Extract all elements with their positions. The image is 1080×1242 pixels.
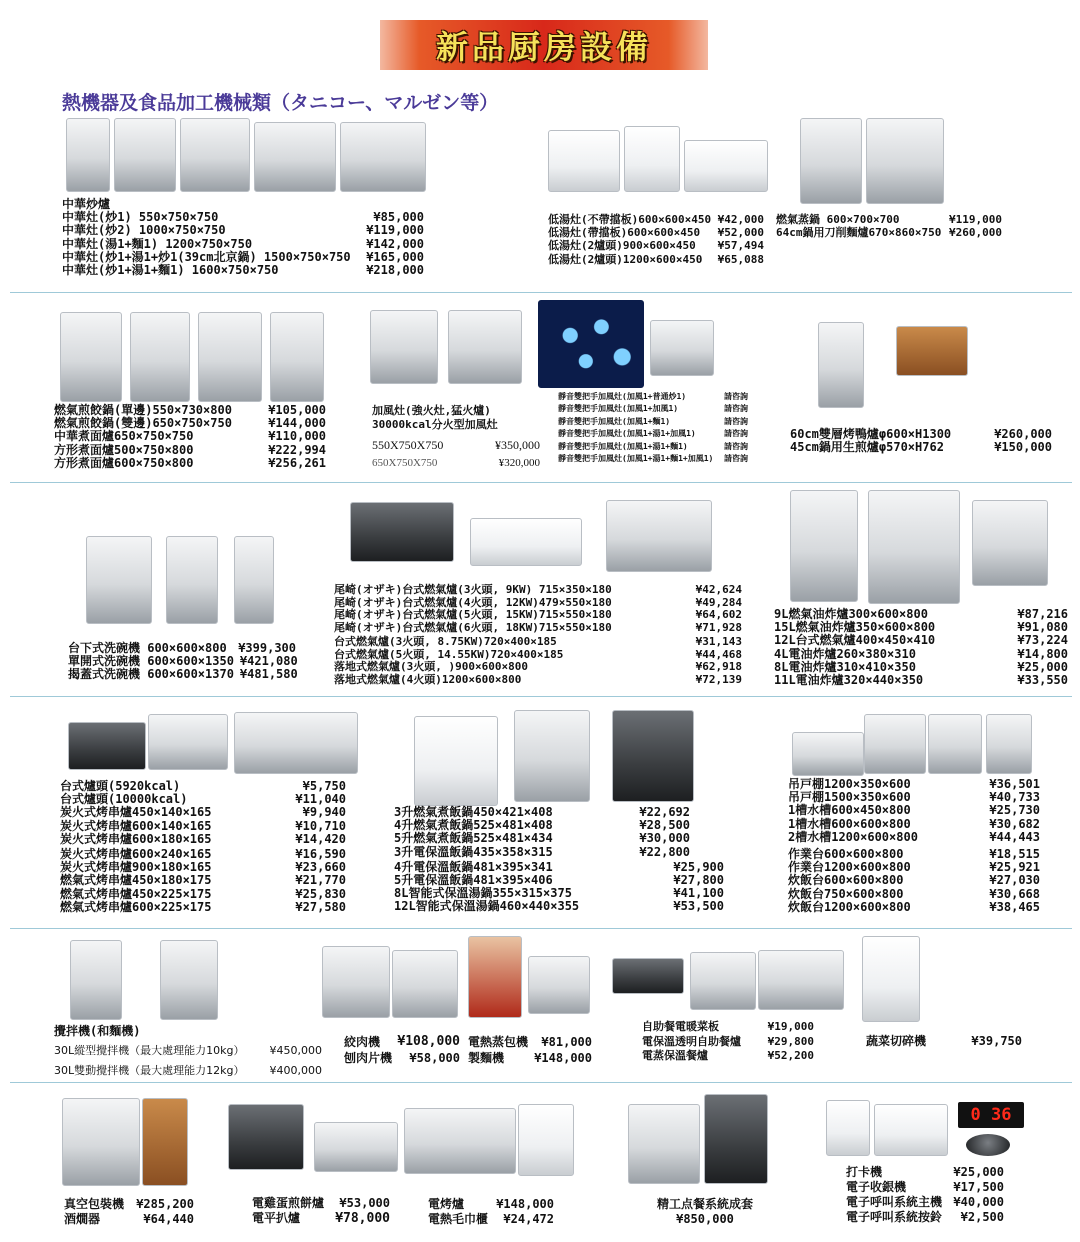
list-item: 1槽水槽600×450×800 ¥25,730	[788, 803, 1040, 818]
list-item: 低湯灶(2爐頭)1200×600×450 ¥65,088	[548, 252, 764, 266]
fryer-price-list	[774, 608, 1068, 687]
list-item: 炭火式烤串爐600×240×165 ¥16,590	[60, 847, 346, 862]
list-item: 中華灶(炒1) 550×750×750 ¥85,000	[62, 210, 424, 225]
work-table-image	[986, 714, 1032, 774]
list-item: 低湯灶(帶擋板)600×600×450 ¥52,000	[548, 226, 764, 240]
vacuum-price-list	[64, 1197, 194, 1227]
list-item: 燃氣式烤串爐450×225×175 ¥25,830	[60, 886, 346, 901]
list-item: 64cm鍋用刀削麵爐670×860×750 ¥260,000	[776, 226, 1002, 240]
gas-range-image	[470, 518, 582, 566]
sake-warmer-image	[142, 1098, 188, 1186]
fryer-image	[972, 500, 1048, 586]
list-item: 炊飯台600×600×800 ¥27,030	[788, 873, 1040, 888]
mixer-price-list	[54, 1021, 322, 1081]
pos-terminal-image	[704, 1094, 768, 1184]
list-item: 靜音雙把手加風灶(加風1+普通炒1) 請咨詢	[558, 392, 748, 401]
list-item: 燃氣煎餃鍋(單邊)550×730×800 ¥105,000	[54, 403, 326, 417]
clock-price-list	[846, 1165, 1004, 1225]
fire-burner-price-list	[372, 404, 540, 472]
burner-stove-image	[370, 310, 438, 384]
list-item: 12L智能式保溫湯鍋460×440×355 ¥53,500	[394, 899, 724, 914]
section-divider	[10, 1082, 1072, 1083]
list-item: 4升燃氣煮飯鍋525×481×408 ¥28,500	[394, 818, 690, 833]
list-item: 3升燃氣煮飯鍋450×421×408 ¥22,692	[394, 805, 690, 819]
wall-cabinet-image	[792, 732, 864, 776]
list-item: 中華灶(炒2) 1000×750×750 ¥119,000	[62, 223, 424, 238]
duck-roaster-price-list	[790, 428, 1052, 454]
gas-range-image	[606, 500, 712, 572]
section-divider	[10, 292, 1072, 293]
list-item-price: ¥850,000	[676, 1212, 734, 1226]
list-item: 3升電保溫飯鍋435×358×315 ¥22,800	[394, 844, 690, 859]
list-item: 作業台1200×600×800 ¥25,921	[788, 860, 1040, 875]
list-item: 落地式燃氣爐(4火頭)1200×600×800 ¥72,139	[334, 672, 742, 686]
list-item: 30L縱型攪拌機（最大處理能力10kg） ¥450,000	[54, 1044, 322, 1057]
wok-stove-image	[66, 118, 110, 192]
list-item: 炭火式烤串爐600×180×165 ¥14,420	[60, 831, 346, 846]
list-item: 炊飯台1200×600×800 ¥38,465	[788, 899, 1040, 914]
list-item: 靜音雙把手加風灶(加風1+加風1) 請咨詢	[558, 404, 748, 414]
wok-stove-image	[180, 118, 250, 192]
list-item: 台式燃氣爐(3火頭, 8.75KW)720×400×185 ¥31,143	[334, 635, 742, 648]
list-item: 650X750X750 ¥320,000	[372, 457, 540, 469]
dishwasher-price-list	[68, 642, 296, 682]
fire-burner-subheading: 30000kcal分火型加風灶	[372, 418, 498, 431]
time-clock-image	[826, 1100, 870, 1156]
sink-table-price-list	[788, 778, 1040, 914]
page-title: 新品厨房設備	[435, 28, 652, 66]
gyoza-price-list	[54, 404, 326, 470]
rice-cooker-price-list	[394, 806, 724, 914]
list-item: 絞肉機 ¥108,000	[344, 1034, 460, 1049]
list-item: 靜音雙把手加風灶(加風1+湯1+麵1) 請咨詢	[558, 441, 748, 451]
wok-heading: 中華炒爐	[62, 197, 111, 211]
pager-display	[958, 1102, 1024, 1128]
low-stove-price-list	[548, 213, 764, 266]
gas-range-image	[350, 502, 454, 562]
crepe-price-list	[252, 1196, 390, 1226]
list-item: 5升燃氣煮飯鍋525×481×434 ¥30,000	[394, 831, 690, 846]
electric-oven-image	[404, 1108, 516, 1174]
oven-price-list	[428, 1197, 554, 1227]
pager-display-value: 0 36	[970, 1105, 1012, 1125]
bun-steamer-image	[468, 936, 522, 1018]
burner-stove-image	[448, 310, 522, 384]
mixer-heading: 攪拌機(和麵機)	[54, 1024, 141, 1038]
list-item: 台式燃氣爐(5火頭, 14.55KW)720×400×185 ¥44,468	[334, 647, 742, 661]
table-burner-image	[148, 714, 228, 770]
list-item: 1槽水槽600×600×800 ¥30,682	[788, 816, 1040, 831]
chafing-dish-image	[758, 950, 844, 1010]
list-item: 電熱蒸包機 ¥81,000	[468, 1035, 592, 1049]
cash-register-image	[874, 1104, 948, 1156]
list-item: 60cm雙層烤鴨爐φ600×H1300 ¥260,000	[790, 427, 1052, 441]
list-item: 炭火式烤串爐450×140×165 ¥9,940	[60, 805, 346, 820]
list-item: 落地式燃氣爐(3火頭, )900×600×800 ¥62,918	[334, 660, 742, 673]
list-item-name: 精工点餐系統成套	[656, 1197, 753, 1211]
list-item: 11L電油炸爐320×440×350 ¥33,550	[774, 673, 1068, 688]
rice-cooker-image	[414, 716, 498, 806]
list-item: 尾崎(オザキ)台式燃氣爐(6火頭, 18KW)715×550×180 ¥71,928	[334, 620, 742, 634]
list-item: 中華灶(炒1+湯1+炒1(39cm北京鍋) 1500×750×750 ¥165,000	[62, 249, 424, 264]
noodle-boiler-image	[198, 312, 262, 402]
low-stove-image	[624, 126, 680, 192]
list-item: 靜音雙把手加風灶(加風1+湯1+加風1) 請咨詢	[558, 429, 748, 439]
section-divider	[10, 696, 1072, 697]
dishwasher-image	[166, 536, 218, 624]
warming-tray-image	[612, 958, 684, 994]
list-item: 9L燃氣油炸爐300×600×800 ¥87,216	[774, 607, 1068, 621]
list-item: 中華灶(湯1+麵1) 1200×750×750 ¥142,000	[62, 236, 424, 251]
towel-warmer-image	[518, 1104, 574, 1176]
list-item: 電子呼叫系統主機 ¥40,000	[846, 1195, 1004, 1209]
list-item: 燃氣式烤串爐450×180×175 ¥21,770	[60, 873, 346, 888]
list-item: 電烤爐 ¥148,000	[428, 1197, 554, 1211]
vegetable-chopper-price-list	[866, 1035, 1022, 1048]
gyoza-griddle-image	[60, 312, 122, 402]
fryer-image	[790, 490, 858, 602]
list-item: 台式爐頭(10000kcal) ¥11,040	[60, 792, 346, 807]
buffet-price-list	[642, 1020, 814, 1064]
wok-price-list	[62, 198, 424, 277]
list-item: 12L台式燃氣爐400×450×410 ¥73,224	[774, 633, 1068, 648]
list-item: 2槽水槽1200×600×800 ¥44,443	[788, 829, 1040, 844]
pan-fry-stove-image	[896, 326, 968, 376]
list-item: 電子收銀機 ¥17,500	[846, 1180, 1004, 1194]
low-stove-image	[548, 130, 620, 192]
pos-system-image	[628, 1104, 700, 1184]
low-stove-image	[684, 140, 768, 192]
noodle-boiler-image	[130, 312, 190, 402]
wok-stove-image	[114, 118, 176, 192]
list-item: 電子呼叫系統按鈴 ¥2,500	[846, 1210, 1004, 1224]
list-item: 炭火式烤串爐900×180×165 ¥23,660	[60, 860, 346, 875]
list-item: 燃氣煎餃鍋(雙邊)650×750×750 ¥144,000	[54, 416, 326, 431]
list-item: 5升電保溫飯鍋481×395×406 ¥27,800	[394, 873, 724, 888]
noodle-stove-image	[866, 118, 944, 204]
duck-roaster-image	[818, 322, 864, 408]
meat-grinder-image	[322, 946, 390, 1018]
blue-flame-image	[538, 300, 644, 388]
list-item: 靜音雙把手加風灶(加風1+湯1+麵1+加風1) 請咨詢	[558, 454, 748, 464]
list-item: 中華灶(炒1+湯1+麵1) 1600×750×750 ¥218,000	[62, 263, 424, 278]
list-item: 中華煮面爐650×750×750 ¥110,000	[54, 429, 326, 444]
wok-stove-image	[340, 122, 426, 192]
list-item: 刨肉片機 ¥58,000	[344, 1051, 460, 1065]
list-item: 作業台600×600×800 ¥18,515	[788, 847, 1040, 862]
gas-range-price-list	[334, 584, 742, 686]
list-item: 自助餐電暖菜板 ¥19,000	[642, 1020, 814, 1033]
list-item: 電雞蛋煎餅爐 ¥53,000	[252, 1196, 390, 1210]
griddle-image	[314, 1122, 398, 1172]
list-item: 4L電油炸爐260×380×310 ¥14,800	[774, 646, 1068, 661]
list-item: 尾崎(オザキ)台式燃氣爐(5火頭, 15KW)715×550×180 ¥64,602	[334, 608, 742, 621]
list-item: 單開式洗碗機 600×600×1350 ¥421,080	[68, 654, 298, 669]
work-table-image	[928, 714, 982, 774]
list-item: 揭蓋式洗碗機 600×600×1370 ¥481,580	[68, 667, 298, 682]
noodle-boiler-image	[270, 312, 324, 402]
rice-cooker-image	[514, 710, 590, 802]
list-item: 真空包裝機 ¥285,200	[64, 1197, 194, 1211]
list-item: 8L智能式保溫湯鍋355×315×375 ¥41,100	[394, 886, 724, 901]
list-item: 酒燗器 ¥64,440	[64, 1212, 194, 1226]
vegetable-chopper-image	[862, 936, 920, 1022]
dishwasher-image	[234, 536, 274, 624]
table-burner-image	[68, 722, 146, 770]
quiet-stove-price-list	[558, 391, 748, 465]
pager-button-image	[966, 1134, 1010, 1156]
section-divider	[10, 482, 1072, 483]
vacuum-sealer-image	[62, 1098, 140, 1186]
sink-image	[864, 714, 926, 774]
list-item: 台下式洗碗機 600×600×800 ¥399,300	[68, 641, 296, 655]
bun-machine-price-list	[468, 1034, 592, 1066]
mixer-image	[160, 940, 218, 1020]
meat-slicer-image	[392, 950, 458, 1018]
list-item: 電保溫透明自助餐爐 ¥29,800	[642, 1034, 814, 1048]
list-item: 製麵機 ¥148,000	[468, 1051, 592, 1065]
list-item: 4升電保溫飯鍋481×395×341 ¥25,900	[394, 859, 724, 874]
list-item: 靜音雙把手加風灶(加風1+麵1) 請咨詢	[558, 416, 748, 426]
soup-warmer-image	[612, 710, 694, 802]
list-item: 燃氣式烤串爐600×225×175 ¥27,580	[60, 899, 346, 914]
section-divider	[10, 928, 1072, 929]
list-item: 電平扒爐 ¥78,000	[252, 1211, 390, 1226]
title-banner	[380, 20, 708, 70]
list-item: 低湯灶(不帶擋板)600×600×450 ¥42,000	[548, 213, 764, 226]
pos-price-list	[650, 1197, 760, 1227]
fire-burner-heading: 加風灶(強火灶,猛火爐)	[372, 404, 491, 417]
chafing-dish-image	[690, 952, 756, 1010]
list-item: 尾崎(オザキ)台式燃氣爐(4火頭, 12KW)479×550×180 ¥49,284	[334, 595, 742, 609]
list-item: 550X750X750 ¥350,000	[372, 438, 540, 452]
dishwasher-image	[86, 536, 152, 624]
grill-price-list	[60, 780, 346, 914]
list-item: 尾崎(オザキ)台式燃氣爐(3火頭, 9KW) 715×350×180 ¥42,624	[334, 583, 742, 596]
list-item: 燃氣蒸鍋 600×700×700 ¥119,000	[776, 213, 1002, 226]
fryer-image	[868, 490, 960, 604]
crepe-maker-image	[228, 1104, 304, 1170]
list-item: 台式爐頭(5920kcal) ¥5,750	[60, 779, 346, 793]
list-item: 電熱毛巾櫃 ¥24,472	[428, 1212, 554, 1226]
list-item: 30L雙動攪拌機（最大處理能力12kg） ¥400,000	[54, 1064, 322, 1077]
list-item: 低湯灶(2爐頭)900×600×450 ¥57,494	[548, 239, 764, 253]
list-item: 方形煮面爐500×750×800 ¥222,994	[54, 442, 326, 457]
noodle-maker-image	[528, 956, 590, 1014]
list-item: 炊飯台750×600×800 ¥30,668	[788, 886, 1040, 901]
list-item: 8L電油炸爐310×410×350 ¥25,000	[774, 659, 1068, 674]
list-item: 打卡機 ¥25,000	[846, 1165, 1004, 1179]
list-item: 炭火式烤串爐600×140×165 ¥10,710	[60, 818, 346, 833]
mixer-image	[70, 940, 122, 1020]
wok-stove-image	[254, 122, 336, 192]
steamer-price-list	[776, 213, 1002, 239]
list-item: 方形煮面爐600×750×800 ¥256,261	[54, 455, 326, 470]
meat-machine-price-list	[344, 1034, 460, 1066]
list-item: 吊戸棚1500×350×600 ¥40,733	[788, 790, 1040, 805]
list-item: 45cm鍋用生煎爐φ570×H762 ¥150,000	[790, 440, 1052, 455]
list-item: 蔬菜切碎機 ¥39,750	[866, 1034, 1022, 1048]
list-item: 電蒸保溫餐爐 ¥52,200	[642, 1049, 814, 1062]
list-item: 吊戸棚1200×350×600 ¥36,501	[788, 777, 1040, 791]
steamer-image	[800, 118, 862, 204]
list-item: 15L燃氣油炸爐350×600×800 ¥91,080	[774, 620, 1068, 635]
skewer-grill-image	[234, 712, 358, 774]
category-subtitle: 熱機器及食品加工機械類（タニコー、マルゼン等）	[62, 92, 499, 114]
quiet-stove-image	[650, 320, 714, 376]
